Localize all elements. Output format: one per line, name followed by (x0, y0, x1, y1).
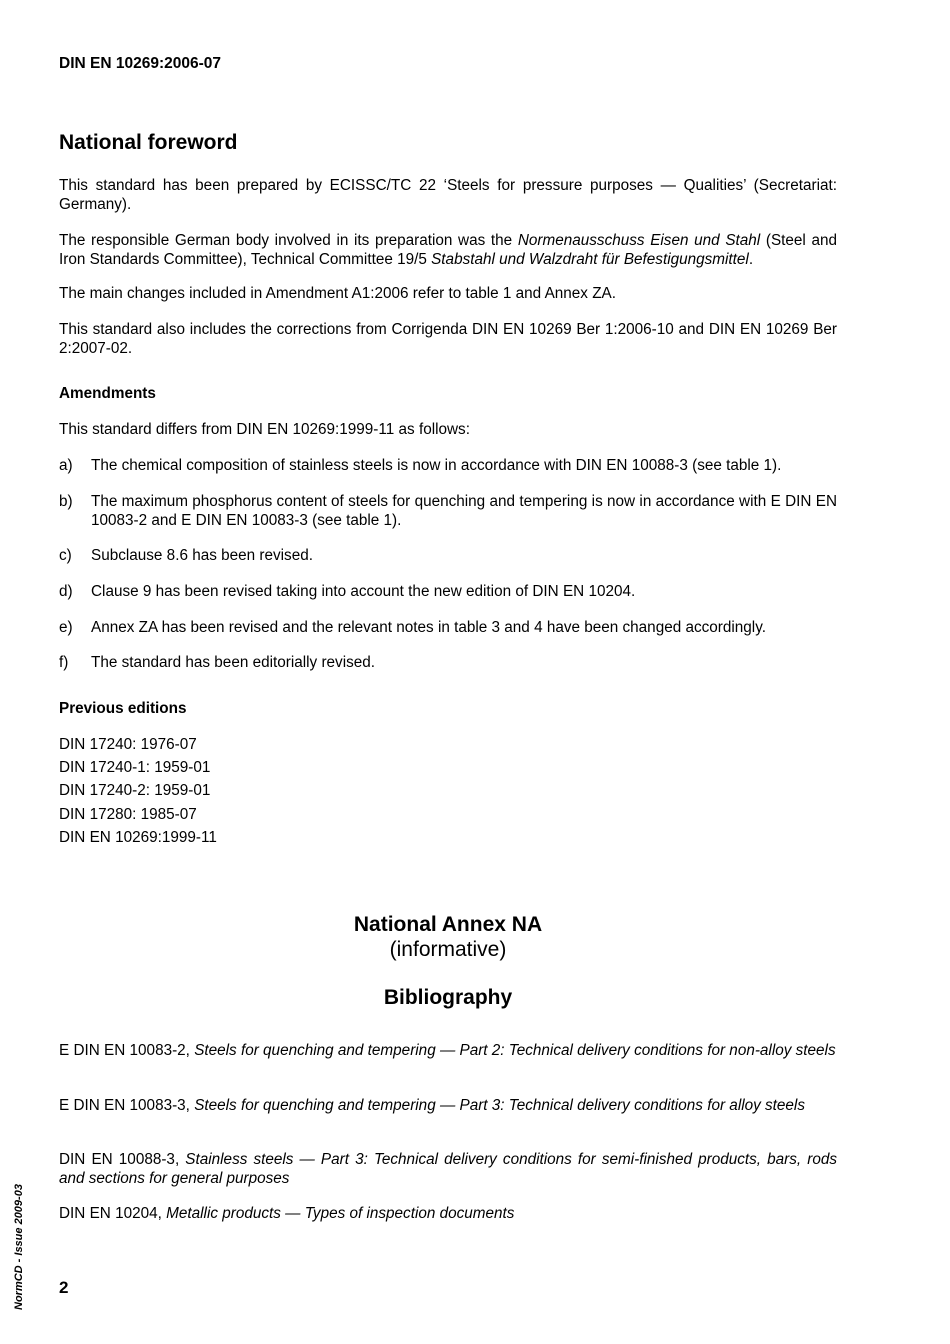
foreword-paragraph-4: This standard also includes the corrections from Corrigenda DIN EN 10269 Ber 1:2006-10 and DIN EN 10269 Ber 2:2007-02. (59, 321, 837, 357)
amendment-item-f: f) The standard has been editorially revised. (59, 654, 376, 671)
document-id: DIN EN 10269:2006-07 (59, 55, 221, 72)
foreword-title: National foreword (59, 131, 238, 154)
previous-edition-item: DIN 17240: 1976-07 (59, 736, 197, 753)
previous-edition-item: DIN 17240-2: 1959-01 (59, 782, 211, 799)
amendment-item-e: e) Annex ZA has been revised and the relevant notes in table 3 and 4 have been changed accordingly. (59, 619, 766, 636)
amendment-item-d: d) Clause 9 has been revised taking into account the new edition of DIN EN 10204. (59, 583, 636, 600)
bibliography-entry: DIN EN 10204, Metallic products — Types of inspection documents (59, 1205, 515, 1222)
amendment-item-a: a) The chemical composition of stainless steels is now in accordance with DIN EN 10088-3 (see table 1). (59, 457, 782, 474)
bibliography-title: Bibliography (383, 986, 513, 1009)
foreword-paragraph-3: The main changes included in Amendment A1:2006 refer to table 1 and Annex ZA. (59, 285, 616, 302)
previous-editions-heading: Previous editions (59, 700, 187, 717)
amendments-heading: Amendments (59, 385, 156, 402)
amendment-item-b: b) The maximum phosphorus content of steels for quenching and tempering is now in accordance with E DIN EN 10083-2 and E DIN EN 10083-3 (see table 1). (59, 493, 837, 529)
amendments-intro: This standard differs from DIN EN 10269:1999-11 as follows: (59, 421, 470, 438)
page-number: 2 (59, 1278, 69, 1297)
annex-title: National Annex NA (353, 913, 543, 936)
source-watermark: NormCD - Issue 2009-03 (13, 1184, 25, 1310)
foreword-paragraph-2: The responsible German body involved in its preparation was the Normenausschuss Eisen und Stahl (Steel and Iron Standards Committee), Technical Committee 19/5 Stabstahl und Walzdraht für Befestigungsmittel. (59, 232, 837, 268)
bibliography-entry: E DIN EN 10083-3, Steels for quenching and tempering — Part 3: Technical delivery conditions for alloy steels (59, 1097, 805, 1114)
foreword-paragraph-1: This standard has been prepared by ECISSC/TC 22 ‘Steels for pressure purposes — Qualities’ (Secretariat: Germany). (59, 177, 837, 213)
previous-edition-item: DIN EN 10269:1999-11 (59, 829, 217, 846)
annex-subtitle: (informative) (389, 938, 507, 961)
bibliography-entry: DIN EN 10088-3, Stainless steels — Part 3: Technical delivery conditions for semi-finished products, bars, rods and sections for general purposes (59, 1151, 837, 1187)
bibliography-entry: E DIN EN 10083-2, Steels for quenching and tempering — Part 2: Technical delivery conditions for non-alloy steels (59, 1042, 836, 1059)
previous-edition-item: DIN 17280: 1985-07 (59, 806, 197, 823)
amendment-item-c: c) Subclause 8.6 has been revised. (59, 547, 313, 564)
previous-edition-item: DIN 17240-1: 1959-01 (59, 759, 211, 776)
